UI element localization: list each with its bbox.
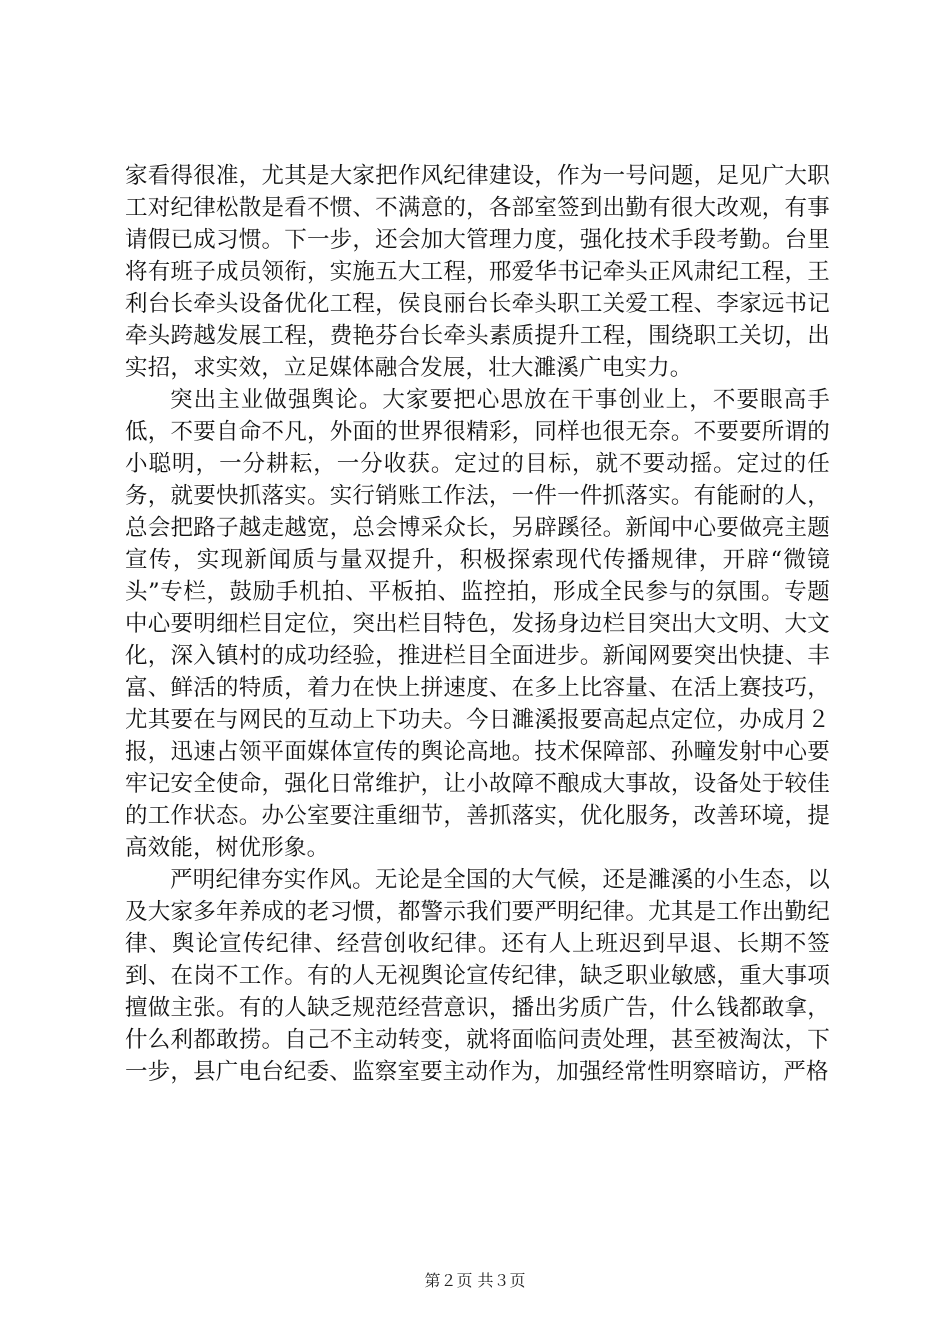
paragraph-continued: 家看得很准，尤其是大家把作风纪律建设，作为一号问题，足见广大职工对纪律松散是看不惯、不满意的，各部室签到出勤有很大改观，有事请假已成习惯。下一步，还会加大管理力度，强化技术手段考勤。台里将有班子成员领衔，实施五大工程，邢爱华书记牵头正风肃纪工程，王利台长牵头设备优化工程，侯良丽台长牵头职工关爱工程、李家远书记牵头跨越发展工程，费艳芬台长牵头素质提升工程，围绕职工关切，出实招，求实效，立足媒体融合发展，壮大濉溪广电实力。: [125, 163, 830, 381]
body-text: [125, 160, 830, 1088]
page-footer: 第２页 共３页: [424, 1271, 526, 1290]
paragraph-discipline: 严明纪律夯实作风。无论是全国的大气候，还是濉溪的小生态，以及大家多年养成的老习惯，都警示我们要严明纪律。尤其是工作出勤纪律、舆论宣传纪律、经营创收纪律。还有人上班迟到早退、长期不签到、在岗不工作。有的人无视舆论宣传纪律，缺乏职业敏感，重大事项擅做主张。有的人缺乏规范经营意识，播出劣质广告，什么钱都敢拿，什么利都敢捞。自己不主动转变，就将面临问责处理，甚至被淘汰，下一步，县广电台纪委、监察室要主动作为，加强经常性明察暗访，严格: [125, 867, 830, 1085]
paragraph-main-business: 突出主业做强舆论。大家要把心思放在干事创业上，不要眼高手低，不要自命不凡，外面的世界很精彩，同样也很无奈。不要要所谓的小聪明，一分耕耘，一分收获。定过的目标，就不要动摇。定过的任务，就要快抓落实。实行销账工作法，一件一件抓落实。有能耐的人，总会把路子越走越宽，总会博采众长，另辟蹊径。新闻中心要做亮主题宣传，实现新闻质与量双提升，积极探索现代传播规律，开辟“微镜头”专栏，鼓励手机拍、平板拍、监控拍，形成全民参与的氛围。专题中心要明细栏目定位，突出栏目特色，发扬身边栏目突出大文明、大文化，深入镇村的成功经验，推进栏目全面进步。新闻网要突出快捷、丰富、鲜活的特质，着力在快上拼速度、在多上比容量、在活上赛技巧，尤其要在与网民的互动上下功夫。今日濉溪报要高起点定位，办成月２报，迅速占领平面媒体宣传的舆论高地。技术保障部、孙疃发射中心要牢记安全使命，强化日常维护，让小故障不酿成大事故，设备处于较佳的工作状态。办公室要注重细节，善抓落实，优化服务，改善环境，提高效能，树优形象。: [125, 387, 830, 861]
